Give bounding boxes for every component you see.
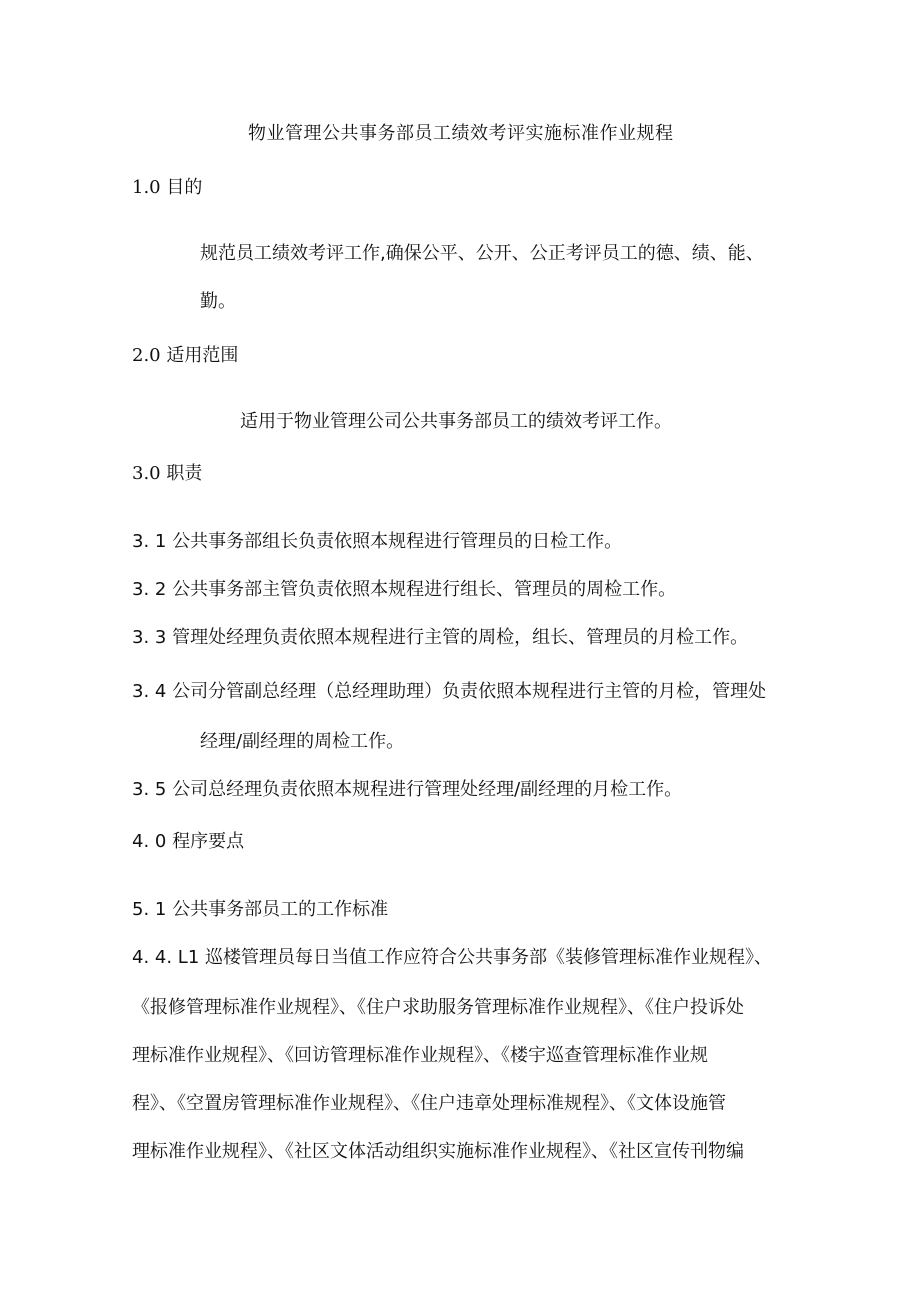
purpose-text-line-1: 规范员工绩效考评工作,确保公平、公开、公正考评员工的德、绩、能、 (200, 243, 764, 264)
responsibility-item-3-4-line-2: 经理/副经理的周检工作。 (200, 731, 405, 752)
paragraph-line-4: 程》、《空置房管理标准作业规程》、《住户违章处理标准规程》、《文体设施管 (132, 1093, 726, 1114)
responsibility-item-3-2: 3. 2 公共事务部主管负责依照本规程进行组长、管理员的周检工作。 (132, 579, 677, 600)
subsection-heading-work-standards: 5. 1 公共事务部员工的工作标准 (132, 899, 389, 920)
purpose-text-line-2: 勤。 (200, 291, 236, 312)
scope-text: 适用于物业管理公司公共事务部员工的绩效考评工作。 (240, 411, 672, 432)
paragraph-line-2: 《报修管理标准作业规程》、《住户求助服务管理标准作业规程》、《住户投诉处 (132, 997, 744, 1018)
section-heading-responsibilities: 3.0 职责 (132, 463, 203, 484)
responsibility-item-3-1: 3. 1 公共事务部组长负责依照本规程进行管理员的日检工作。 (132, 531, 623, 552)
section-heading-scope: 2.0 适用范围 (132, 345, 239, 366)
paragraph-line-3: 理标准作业规程》、《回访管理标准作业规程》、《楼宇巡查管理标准作业规 (132, 1045, 708, 1066)
paragraph-line-5: 理标准作业规程》、《社区文体活动组织实施标准作业规程》、《社区宣传刊物编 (132, 1141, 744, 1162)
section-heading-procedure: 4. 0 程序要点 (132, 831, 245, 852)
responsibility-item-3-4-line-1: 3. 4 公司分管副总经理（总经理助理）负责依照本规程进行主管的月检，管理处 (132, 681, 767, 702)
section-heading-purpose: 1.0 目的 (132, 177, 203, 198)
responsibility-item-3-3: 3. 3 管理处经理负责依照本规程进行主管的周检，组长、管理员的月检工作。 (132, 627, 749, 648)
document-title: 物业管理公共事务部员工绩效考评实施标准作业规程 (248, 123, 674, 144)
responsibility-item-3-5: 3. 5 公司总经理负责依照本规程进行管理处经理/副经理的月检工作。 (132, 779, 683, 800)
paragraph-line-1: 4. 4. L1 巡楼管理员每日当值工作应符合公共事务部《装修管理标准作业规程》、 (132, 947, 772, 968)
